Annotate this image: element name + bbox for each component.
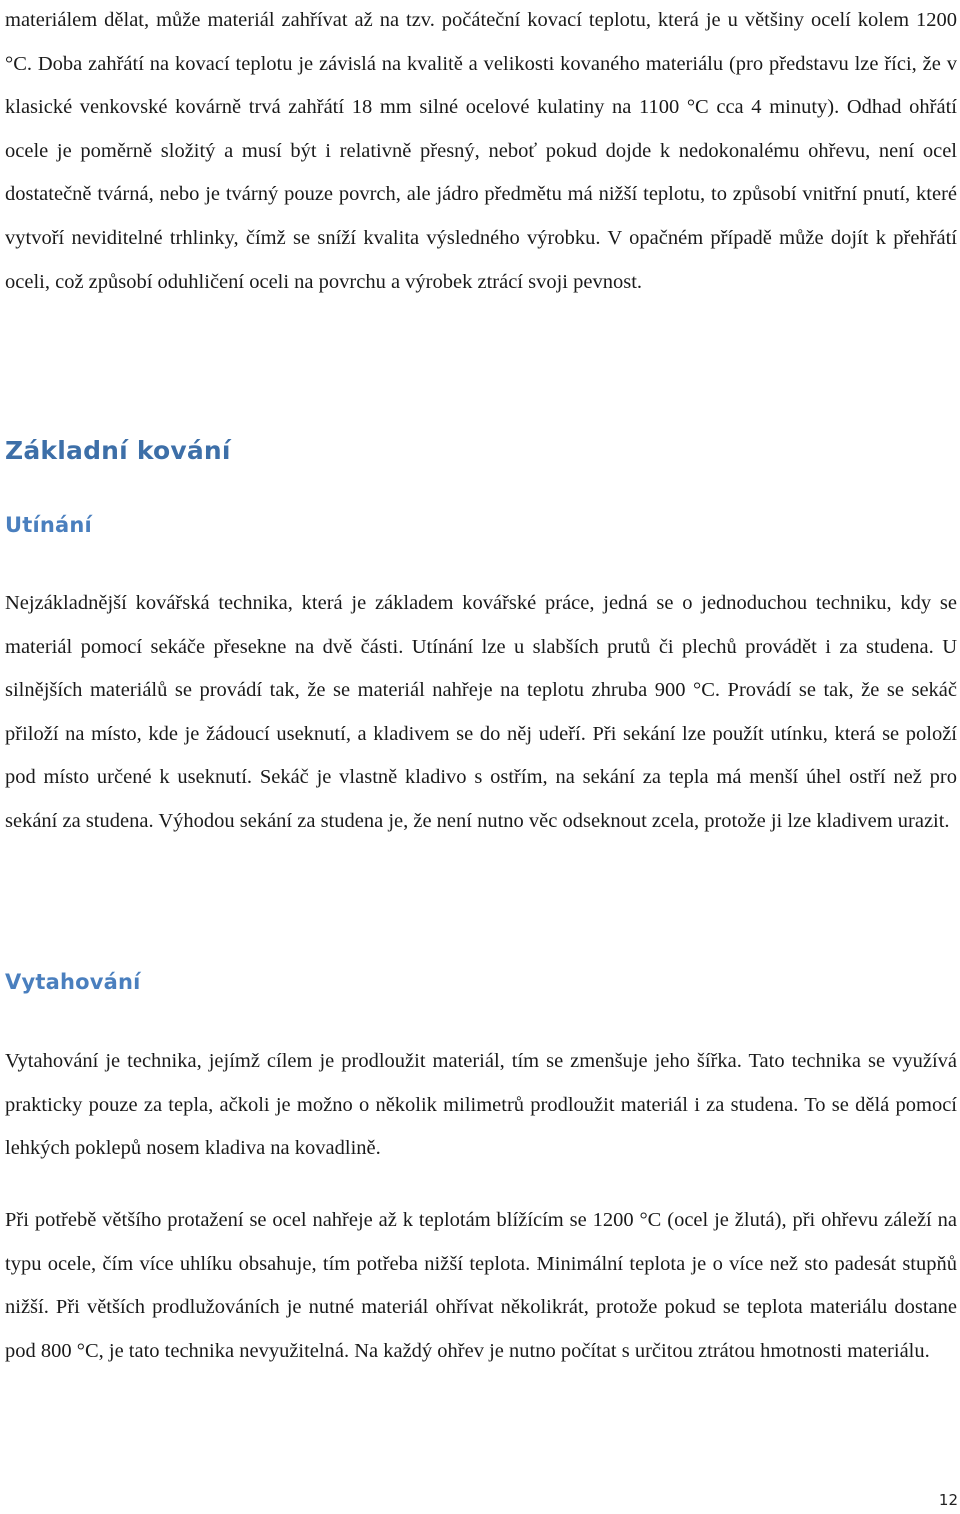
- paragraph-utinani: Nejzákladnější kovářská technika, která je základem kovářské práce, jedná se o jednoduchou techniku, kdy se materiál pomocí sekáče přesekne na dvě části. Utínání lze u slabších prutů či plechů provádět i za studena. U silnějších materiálů se provádí tak, že se materiál nahřeje na teplotu zhruba 900 °C. Provádí se tak, že se sekáč přiloží na místo, kde je žádoucí useknutí, a kladivem se do něj udeří. Při sekání lze použít utínku, která se položí pod místo určené k useknutí. Sekáč je vlastně kladivo s ostřím, na sekání za tepla má menší úhel ostří než pro sekání za studena. Výhodou sekání za studena je, že není nutno věc odseknout zcela, protože ji lze kladivem urazit.: [5, 592, 957, 832]
- page-number: 12: [938, 1491, 958, 1509]
- subsection-heading-utinani: Utínání: [5, 513, 92, 537]
- paragraph-vytahovani-1: Vytahování je technika, jejímž cílem je prodloužit materiál, tím se zmenšuje jeho šířka. Tato technika se využívá prakticky pouze za tepla, ačkoli je možno o několik milimetrů prodloužit materiál i za studena. To se dělá pomocí lehkých poklepů nosem kladiva na kovadlině.: [5, 1050, 957, 1160]
- intro-paragraph: materiálem dělat, může materiál zahřívat až na tzv. počáteční kovací teplotu, která je u většiny ocelí kolem 1200 °C. Doba zahřátí na kovací teplotu je závislá na kvalitě a velikosti kovaného materiálu (pro představu lze říci, že v klasické venkovské kovárně trvá zahřátí 18 mm silné ocelové kulatiny na 1100 °C cca 4 minuty). Odhad ohřátí ocele je poměrně složitý a musí být i relativně přesný, neboť pokud dojde k nedokonalému ohřevu, není ocel dostatečně tvárná, nebo je tvárný pouze povrch, ale jádro předmětu má nižší teplotu, to způsobí vnitřní pnutí, které vytvoří neviditelné trhlinky, čímž se sníží kvalita výsledného výrobku. V opačném případě může dojít k přehřátí oceli, což způsobí oduhličení oceli na povrchu a výrobek ztrácí svoji pevnost.: [5, 9, 957, 293]
- section-heading: Základní kování: [5, 436, 231, 465]
- subsection-heading-vytahovani: Vytahování: [5, 970, 141, 994]
- paragraph-vytahovani-2: Při potřebě většího protažení se ocel nahřeje až k teplotám blížícím se 1200 °C (ocel je žlutá), při ohřevu záleží na typu ocele, čím více uhlíku obsahuje, tím potřeba nižší teplota. Minimální teplota je o více než sto padesát stupňů nižší. Při větších prodlužováních je nutné materiál ohřívat několikrát, protože pokud se teplota materiálu dostane pod 800 °C, je tato technika nevyužitelná. Na každý ohřev je nutno počítat s určitou ztrátou hmotnosti materiálu.: [5, 1209, 957, 1362]
